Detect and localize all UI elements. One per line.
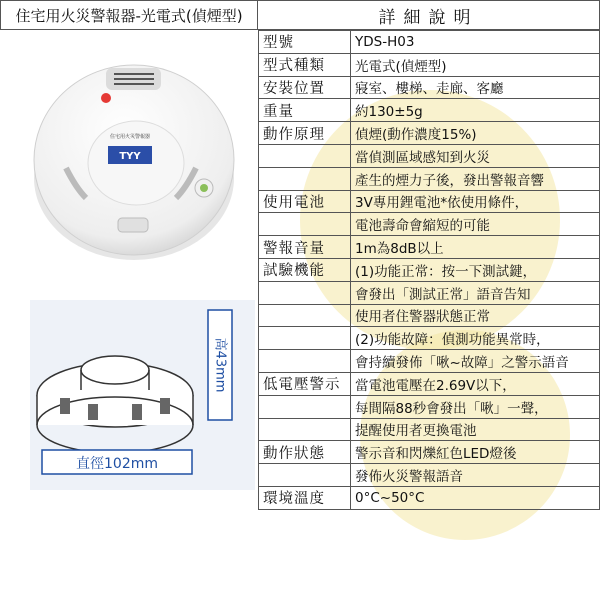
details-title: 詳細說明: [258, 0, 600, 30]
spec-value: 寢室、樓梯、走廊、客廳: [351, 76, 600, 99]
spec-row: [259, 53, 600, 76]
spec-key: 試驗機能: [259, 258, 351, 281]
spec-row: [259, 167, 600, 190]
spec-key: [259, 418, 351, 441]
spec-value: 0°C~50°C: [351, 486, 600, 509]
spec-row: [259, 441, 600, 464]
smoke-detector-photo: [26, 48, 241, 268]
spec-key: 環境溫度: [259, 486, 351, 509]
spec-row: [259, 464, 600, 487]
spec-key: 動作原理: [259, 122, 351, 145]
spec-value: 1m為8dB以上: [351, 236, 600, 259]
spec-value: (1)功能正常：按一下測試鍵，: [351, 258, 600, 281]
spec-row: [259, 281, 600, 304]
height-label: 高43mm: [212, 337, 228, 393]
spec-key: [259, 167, 351, 190]
spec-key: [259, 395, 351, 418]
spec-value: 警示音和閃爍紅色LED燈後: [351, 441, 600, 464]
spec-row: [259, 258, 600, 281]
spec-value: 提醒使用者更換電池: [351, 418, 600, 441]
spec-value: 3V專用鋰電池*依使用條件，: [351, 190, 600, 213]
spec-row: [259, 122, 600, 145]
spec-row: [259, 327, 600, 350]
spec-row: [259, 395, 600, 418]
spec-row: [259, 486, 600, 509]
spec-value: YDS-H03: [351, 31, 600, 54]
spec-key: [259, 350, 351, 373]
spec-row: [259, 190, 600, 213]
spec-key: 動作狀態: [259, 441, 351, 464]
diameter-label: 直徑102mm: [76, 456, 158, 472]
spec-row: [259, 213, 600, 236]
spec-value: 發佈火災警報語音: [351, 464, 600, 487]
spec-key: 重量: [259, 99, 351, 122]
spec-value: 當電池電壓在2.69V以下，: [351, 372, 600, 395]
spec-value: 光電式(偵煙型): [351, 53, 600, 76]
spec-key: [259, 327, 351, 350]
spec-value: 會發出「測試正常」語音告知: [351, 281, 600, 304]
spec-row: [259, 350, 600, 373]
spec-key: 警報音量: [259, 236, 351, 259]
spec-key: 安裝位置: [259, 76, 351, 99]
spec-row: [259, 304, 600, 327]
spec-value: 約130±5g: [351, 99, 600, 122]
dimension-diagram: [30, 300, 255, 490]
spec-table: [258, 30, 600, 510]
spec-key: [259, 144, 351, 167]
product-title: 住宅用火災警報器-光電式(偵煙型): [0, 0, 258, 30]
spec-value: 使用者住警器狀態正常: [351, 304, 600, 327]
spec-value: (2)功能故障：偵測功能異常時，: [351, 327, 600, 350]
spec-row: [259, 99, 600, 122]
spec-row: [259, 372, 600, 395]
spec-key: 型式種類: [259, 53, 351, 76]
spec-value: 會持續發佈「啾~故障」之警示語音: [351, 350, 600, 373]
spec-key: 使用電池: [259, 190, 351, 213]
spec-key: [259, 304, 351, 327]
spec-value: 每間隔88秒會發出「啾」一聲，: [351, 395, 600, 418]
spec-key: 型號: [259, 31, 351, 54]
spec-row: [259, 236, 600, 259]
spec-row: [259, 76, 600, 99]
spec-key: [259, 213, 351, 236]
spec-value: 電池壽命會縮短的可能: [351, 213, 600, 236]
spec-value: 當偵測區域感知到火災: [351, 144, 600, 167]
spec-value: 產生的煙力子後，發出警報音響: [351, 167, 600, 190]
spec-key: [259, 281, 351, 304]
spec-key: 低電壓警示: [259, 372, 351, 395]
spec-row: [259, 418, 600, 441]
spec-row: [259, 144, 600, 167]
spec-row: [259, 31, 600, 54]
spec-value: 偵煙(動作濃度15%): [351, 122, 600, 145]
spec-key: [259, 464, 351, 487]
device-label: 住宅用火災警報器: [109, 134, 151, 140]
brand-logo: TYY: [119, 151, 141, 162]
